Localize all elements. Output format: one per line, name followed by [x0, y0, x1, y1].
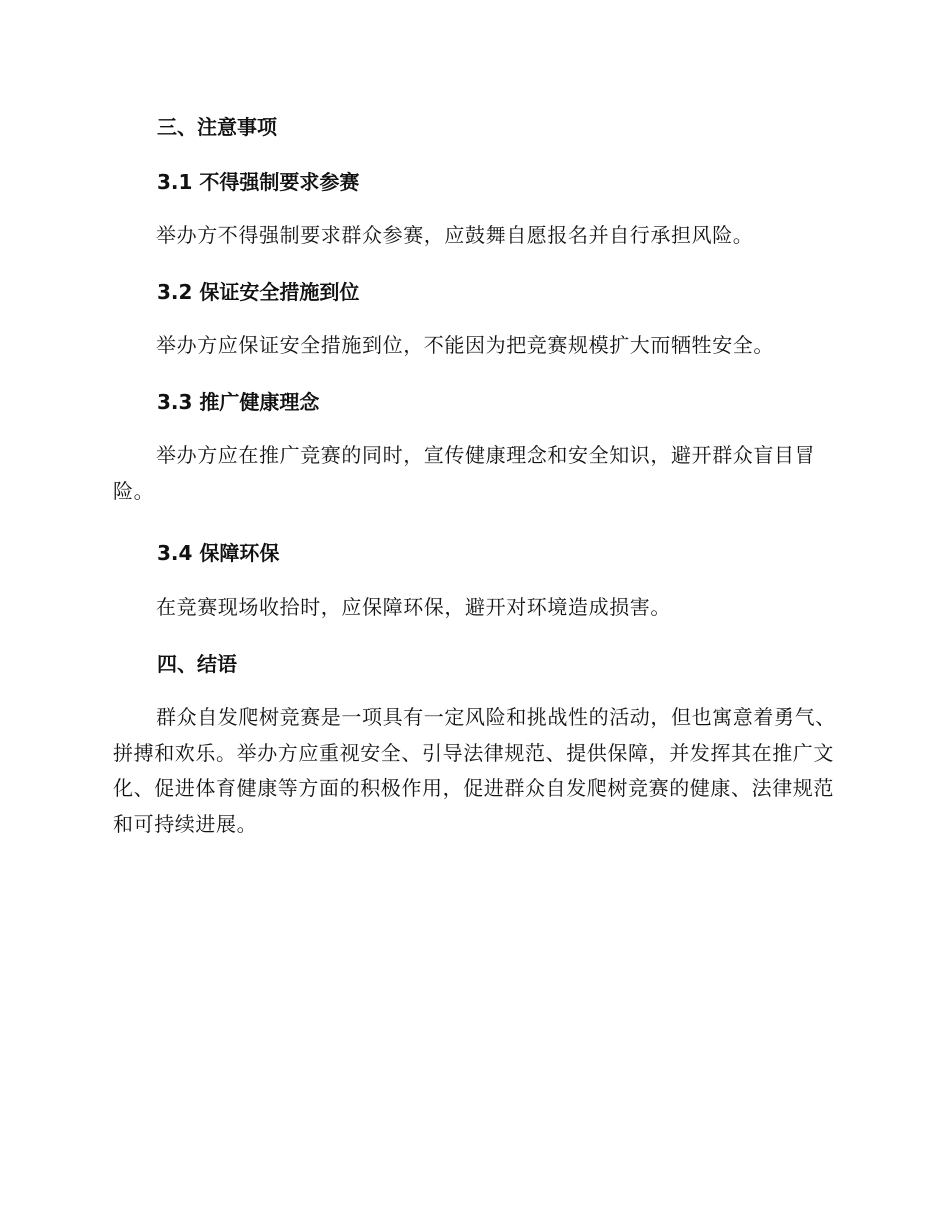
- subsection-heading-3-4: 3.4 保障环保: [157, 541, 280, 565]
- subsection-heading-3-2: 3.2 保证安全措施到位: [157, 280, 360, 304]
- section-heading-notes: 三、注意事项: [157, 115, 277, 139]
- paragraph-3-4: 在竞赛现场收拾时，应保障环保，避开对环境造成损害。: [156, 595, 671, 619]
- subsection-heading-3-3: 3.3 推广健康理念: [157, 390, 320, 414]
- paragraph-3-1: 举办方不得强制要求群众参赛，应鼓舞自愿报名并自行承担风险。: [156, 223, 754, 247]
- subsection-heading-3-1: 3.1 不得强制要求参赛: [157, 170, 360, 194]
- section-heading-conclusion: 四、结语: [157, 652, 237, 676]
- paragraph-3-2: 举办方应保证安全措施到位，不能因为把竞赛规模扩大而牺牲安全。: [156, 333, 774, 357]
- paragraph-3-3: 举办方应在推广竞赛的同时，宣传健康理念和安全知识，避开群众盲目冒险。: [113, 443, 816, 503]
- paragraph-conclusion: 群众自发爬树竞赛是一项具有一定风险和挑战性的活动，但也寓意着勇气、拼搏和欢乐。举办方应重视安全、引导法律规范、提供保障，并发挥其在推广文化、促进体育健康等方面的积极作用，促进群众自发爬树竞赛的健康、法律规范和可持续进展。: [113, 705, 836, 836]
